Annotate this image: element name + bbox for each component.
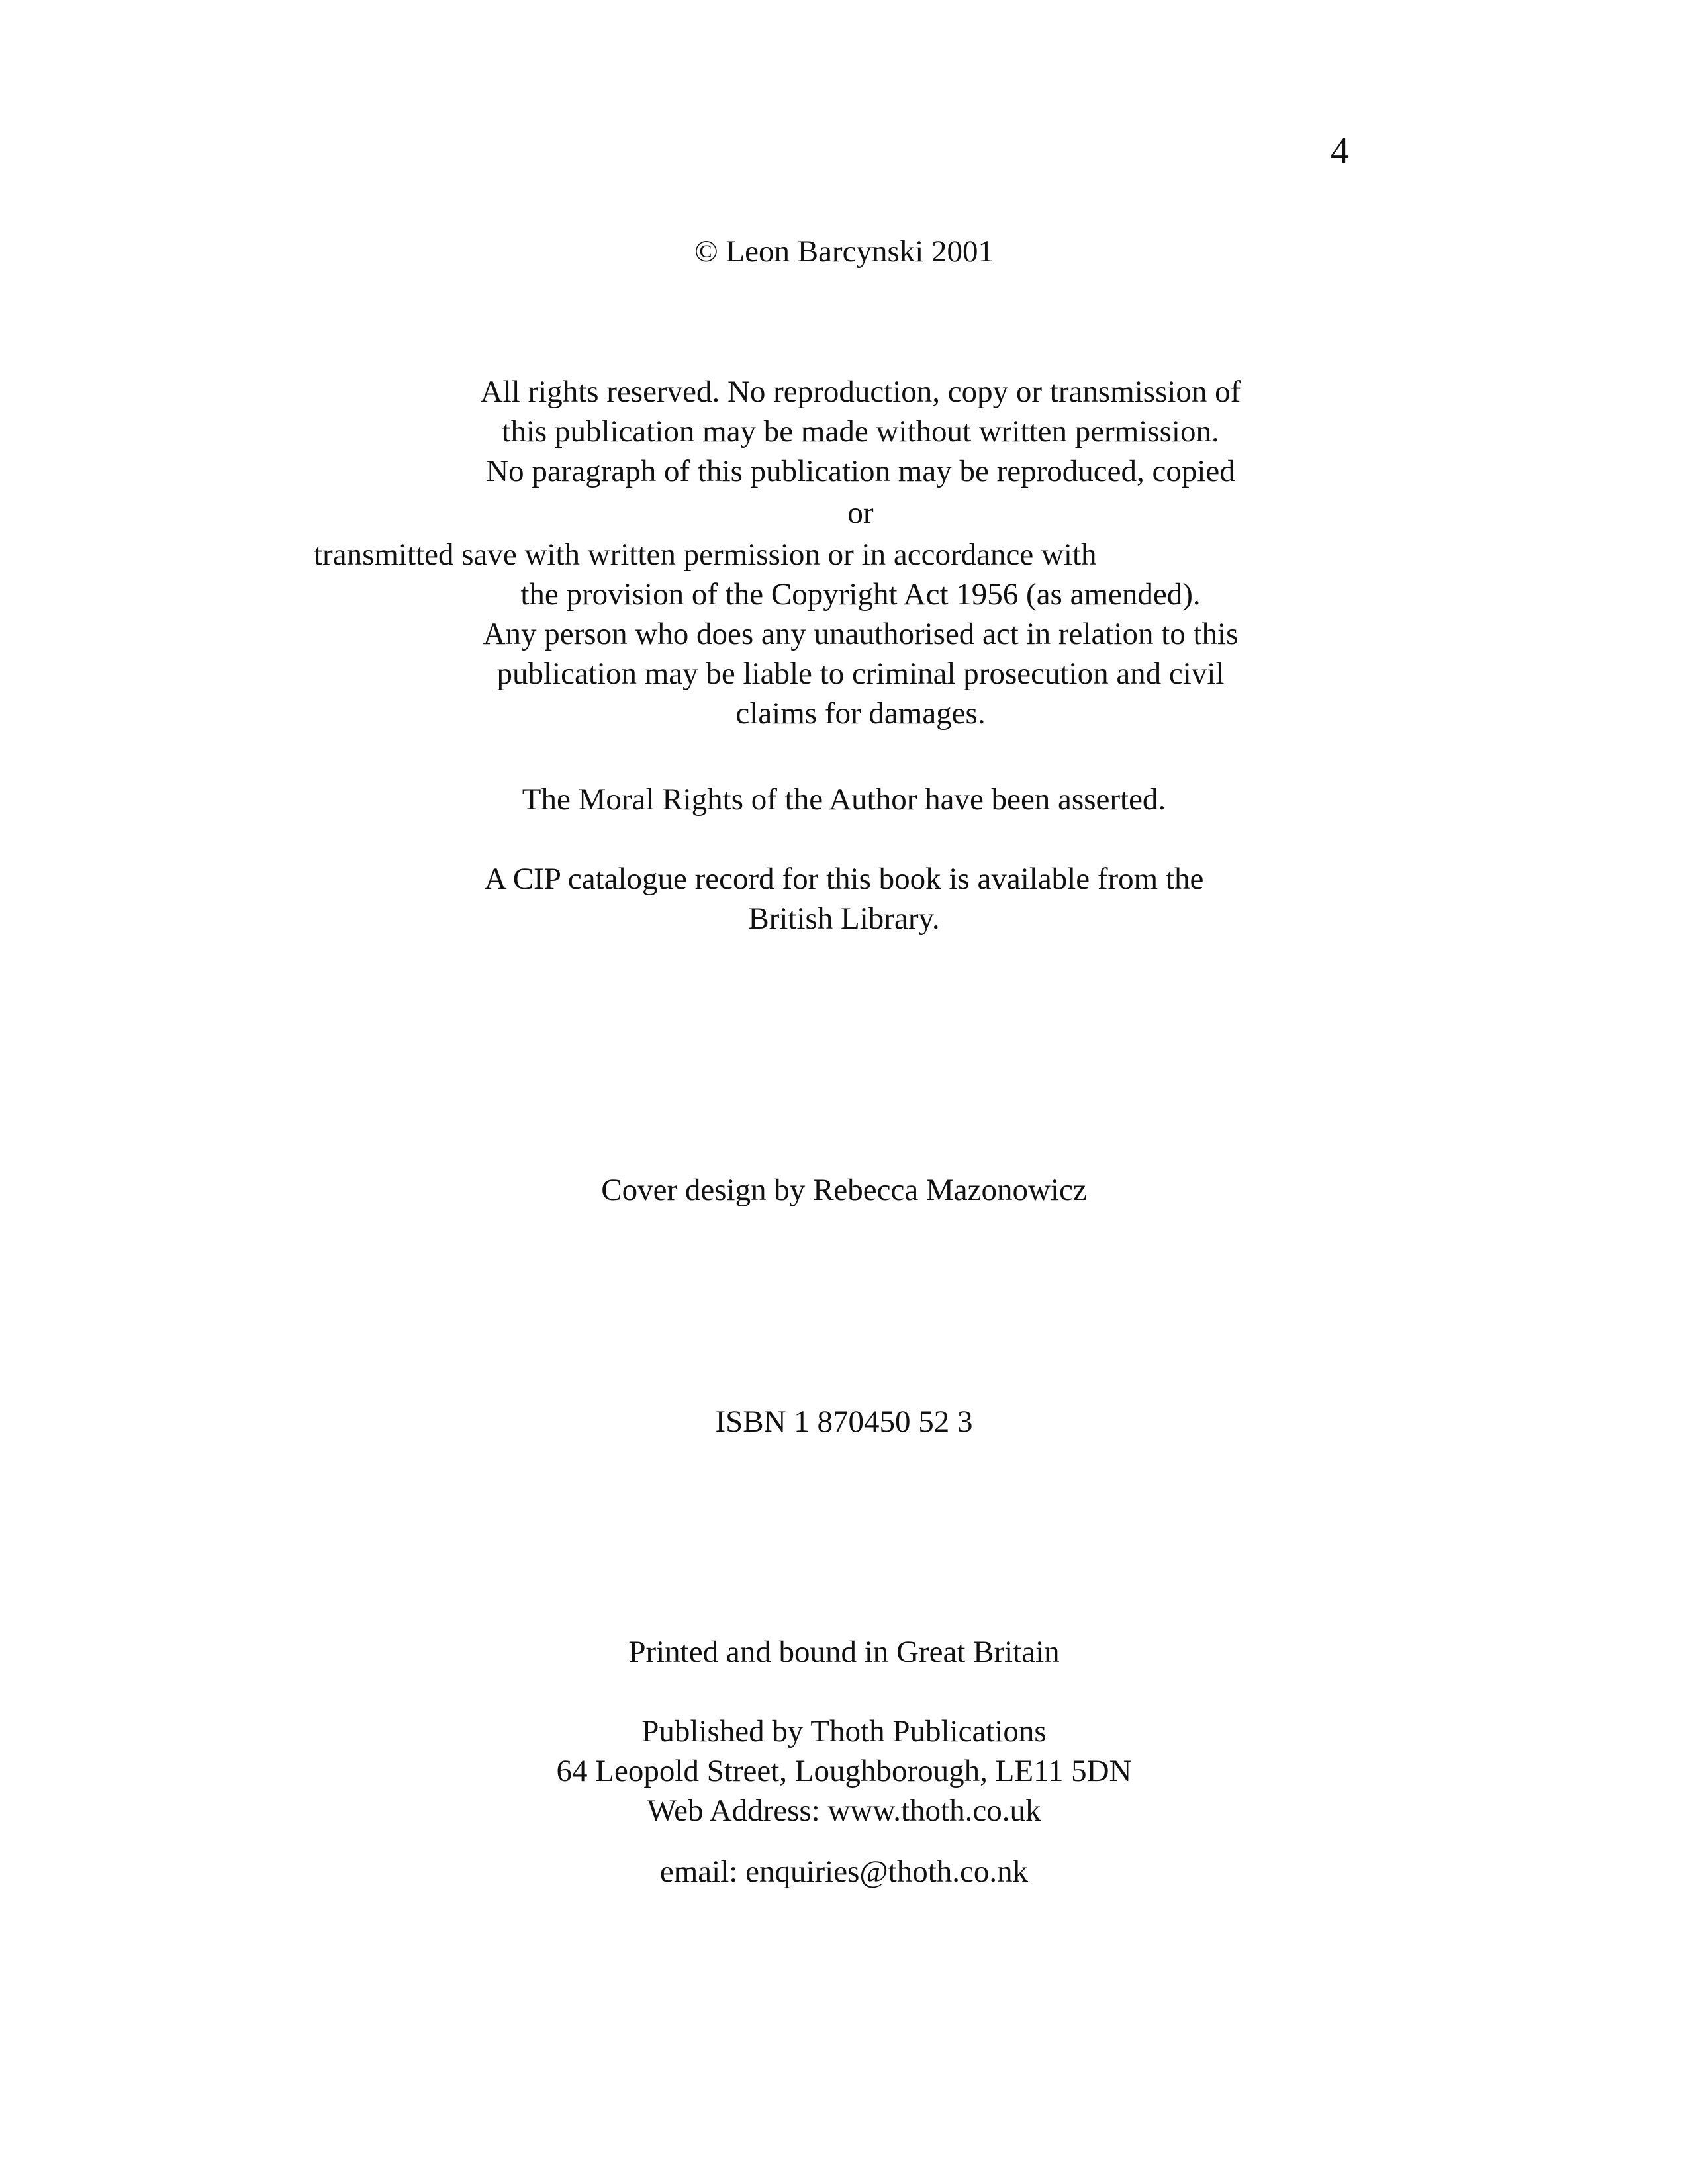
publisher-web-address: Web Address: www.thoth.co.uk bbox=[647, 1794, 1041, 1828]
publisher-address: 64 Leopold Street, Loughborough, LE11 5DN bbox=[556, 1754, 1132, 1788]
rights-line: the provision of the Copyright Act 1956 (as amended). bbox=[520, 577, 1201, 612]
copyright-notice: © Leon Barcynski 2001 bbox=[694, 234, 994, 269]
rights-line: Any person who does any unauthorised act in relation to this bbox=[483, 617, 1239, 651]
publisher-email: email: enquiries@thoth.co.nk bbox=[659, 1854, 1029, 1889]
rights-line: or bbox=[847, 496, 874, 530]
cover-design-credit: Cover design by Rebecca Mazonowicz bbox=[601, 1173, 1087, 1207]
rights-line: No paragraph of this publication may be reproduced, copied bbox=[486, 454, 1235, 488]
printed-in: Printed and bound in Great Britain bbox=[628, 1635, 1060, 1669]
rights-line: All rights reserved. No reproduction, copy or transmission of bbox=[480, 375, 1241, 409]
cip-record-line: A CIP catalogue record for this book is available from the bbox=[484, 862, 1204, 896]
page-number: 4 bbox=[1331, 130, 1349, 171]
rights-line: transmitted save with written permission or in accordance with bbox=[314, 537, 1097, 572]
rights-reserved-paragraph bbox=[265, 372, 1456, 733]
moral-rights-statement: The Moral Rights of the Author have been asserted. bbox=[522, 782, 1166, 817]
rights-line: claims for damages. bbox=[735, 696, 986, 731]
rights-line: publication may be liable to criminal prosecution and civil bbox=[496, 657, 1225, 691]
publisher-name: Published by Thoth Publications bbox=[641, 1714, 1047, 1749]
cip-record-line: British Library. bbox=[748, 901, 940, 936]
isbn: ISBN 1 870450 52 3 bbox=[715, 1404, 973, 1439]
rights-line: this publication may be made without written permission. bbox=[502, 414, 1219, 449]
